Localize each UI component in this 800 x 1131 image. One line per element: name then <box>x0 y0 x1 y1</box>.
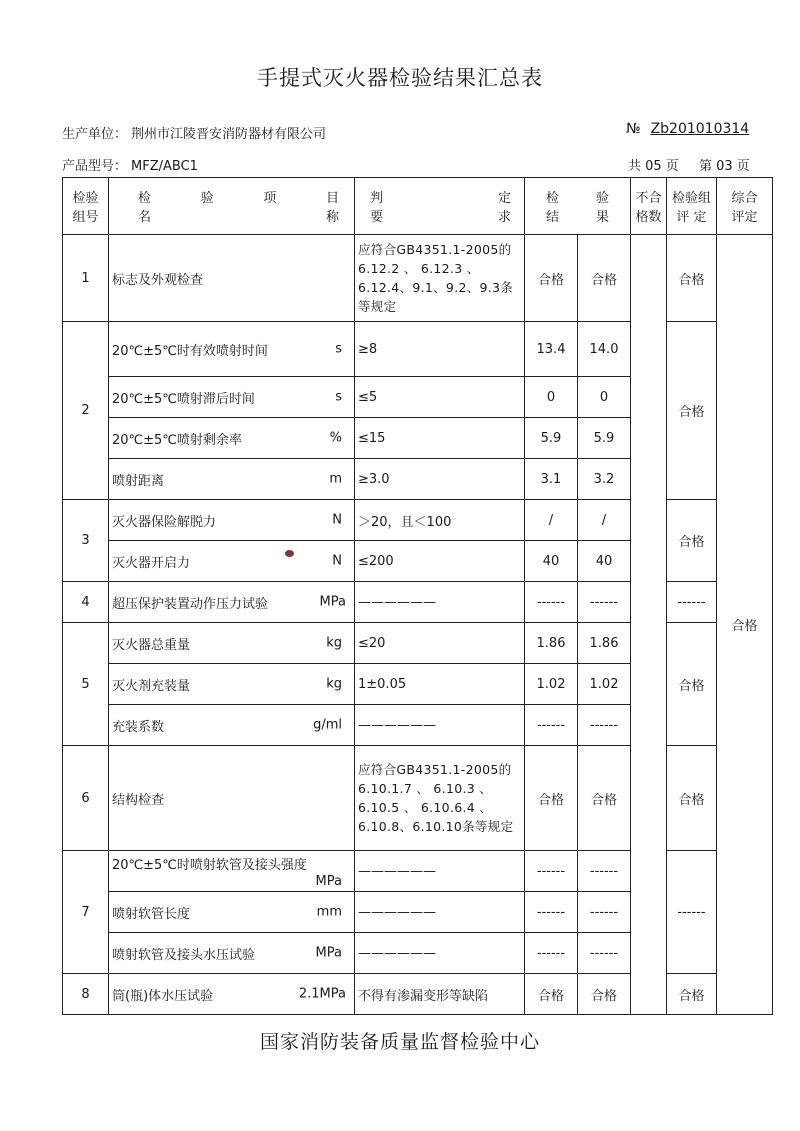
item-unit: MPa <box>319 594 346 610</box>
item-unit: m <box>329 471 342 487</box>
item-name-cell <box>109 705 355 746</box>
result-1: 1.02 <box>525 664 578 705</box>
result-1: 0 <box>525 377 578 418</box>
issuer-footer: 国家消防装备质量监督检验中心 <box>259 1031 540 1053</box>
result-1: 合格 <box>525 974 578 1015</box>
item-unit: s <box>335 341 342 357</box>
requirement-cell: ≤200 <box>355 541 525 582</box>
group-evaluation: 合格 <box>667 235 717 322</box>
item-name: 喷射距离 <box>112 473 165 489</box>
item-name: 灭火器总重量 <box>112 637 191 653</box>
table-row <box>63 582 773 623</box>
table-row <box>63 322 773 377</box>
report-number-value: Zb201010314 <box>650 121 750 137</box>
header-row <box>63 178 773 235</box>
requirement-cell: ≤15 <box>355 418 525 459</box>
item-name-cell <box>109 500 355 541</box>
result-1: 合格 <box>525 235 578 322</box>
header-fail-line1: 不合 <box>635 191 662 206</box>
item-unit: N <box>332 553 342 569</box>
item-name: 喷射软管长度 <box>112 906 191 922</box>
result-2: 1.86 <box>578 623 631 664</box>
result-2: ------ <box>578 933 631 974</box>
requirement-cell: —————— <box>355 705 525 746</box>
item-unit: 2.1MPa <box>298 986 346 1002</box>
item-name: 灭火器保险解脱力 <box>112 514 217 530</box>
result-1: 合格 <box>525 746 578 851</box>
item-name-cell <box>109 623 355 664</box>
item-name: 20℃±5℃喷射剩余率 <box>112 432 242 448</box>
header-res-char: 检 <box>546 191 560 206</box>
result-1: ------ <box>525 851 578 892</box>
result-1: 13.4 <box>525 322 578 377</box>
group-number: 3 <box>63 500 109 582</box>
model-label: 产品型号： <box>62 159 128 174</box>
item-name-cell <box>109 541 355 582</box>
result-1: ------ <box>525 705 578 746</box>
result-1: 3.1 <box>525 459 578 500</box>
item-name: 20℃±5℃时有效喷射时间 <box>112 343 268 359</box>
requirement-cell: 不得有渗漏变形等缺陷 <box>355 974 525 1015</box>
header-overall-line2: 评定 <box>731 210 758 225</box>
requirement-cell: ≥3.0 <box>355 459 525 500</box>
header-group-eval-line2: 评 定 <box>676 210 707 225</box>
item-name-cell <box>109 892 355 933</box>
group-number: 6 <box>63 746 109 851</box>
header-group-no-line2: 组号 <box>72 210 99 225</box>
item-name: 筒(瓶)体水压试验 <box>112 988 214 1004</box>
table-row <box>63 235 773 322</box>
result-1: / <box>525 500 578 541</box>
header-item-char: 名 <box>138 210 152 225</box>
report-number <box>626 121 749 137</box>
requirement-cell: 应符合GB4351.1-2005的6.10.1.7 、 6.10.3 、6.10.5 、 6.10.6.4 、6.10.8、6.10.10条等规定 <box>355 746 525 851</box>
requirement-cell: ≤5 <box>355 377 525 418</box>
header-group-eval <box>667 178 717 235</box>
table-row <box>63 974 773 1015</box>
header-fail-count <box>631 178 667 235</box>
item-unit: g/ml <box>313 717 342 733</box>
result-2: ------ <box>578 705 631 746</box>
header-group-no <box>63 178 109 235</box>
group-evaluation: 合格 <box>667 746 717 851</box>
item-unit: MPa <box>315 874 342 889</box>
producer-value: 荆州市江陵晋安消防器材有限公司 <box>131 127 327 142</box>
table-row <box>63 746 773 851</box>
item-unit: N <box>332 512 342 528</box>
result-2: 3.2 <box>578 459 631 500</box>
result-2: 合格 <box>578 974 631 1015</box>
item-name-cell <box>109 974 355 1015</box>
item-name: 喷射软管及接头水压试验 <box>112 947 256 963</box>
result-1: 5.9 <box>525 418 578 459</box>
result-1: 40 <box>525 541 578 582</box>
item-unit: kg <box>326 635 342 651</box>
producer-label: 生产单位： <box>62 127 128 142</box>
header-res-char: 验 <box>595 191 609 206</box>
header-group-no-line1: 检验 <box>72 191 99 206</box>
group-number: 4 <box>63 582 109 623</box>
result-1: ------ <box>525 933 578 974</box>
item-name-cell <box>109 459 355 500</box>
header-req-char: 要 <box>370 210 384 225</box>
header-req-char: 求 <box>497 210 511 225</box>
header-overall-line1: 综合 <box>731 191 758 206</box>
item-name: 超压保护装置动作压力试验 <box>112 596 269 612</box>
header-res-char: 结 <box>546 210 560 225</box>
result-2: 合格 <box>578 235 631 322</box>
header-group-eval-line1: 检验组 <box>671 191 711 206</box>
header-fail-line2: 格数 <box>635 210 662 225</box>
result-2: 5.9 <box>578 418 631 459</box>
requirement-cell: ≥8 <box>355 322 525 377</box>
group-evaluation: 合格 <box>667 623 717 746</box>
results-table-container <box>62 177 773 1015</box>
group-number: 2 <box>63 322 109 500</box>
item-name: 20℃±5℃喷射滞后时间 <box>112 391 255 407</box>
header-item-char: 验 <box>200 191 214 206</box>
item-name: 结构检查 <box>112 792 165 808</box>
group-number: 5 <box>63 623 109 746</box>
header-overall-eval <box>717 178 773 235</box>
page-info <box>628 155 750 174</box>
report-number-label: № <box>626 121 641 137</box>
requirement-cell: ＞20，且＜100 <box>355 500 525 541</box>
table-row <box>63 500 773 541</box>
group-evaluation: ------ <box>667 582 717 623</box>
fail-count-cell <box>631 235 667 1015</box>
table-row <box>63 623 773 664</box>
item-unit: mm <box>316 904 342 920</box>
result-2: 合格 <box>578 746 631 851</box>
item-name: 灭火器开启力 <box>112 555 191 571</box>
item-name-cell <box>109 746 355 851</box>
result-2: ------ <box>578 892 631 933</box>
requirement-cell: —————— <box>355 851 525 892</box>
header-res-char: 果 <box>595 210 609 225</box>
model-line <box>62 155 198 174</box>
page-total: 共 05 页 <box>628 159 679 174</box>
group-number: 8 <box>63 974 109 1015</box>
item-name-cell <box>109 933 355 974</box>
header-item-char: 目 <box>325 191 339 206</box>
item-name-cell <box>109 322 355 377</box>
result-2: / <box>578 500 631 541</box>
page-current: 第 03 页 <box>698 159 750 174</box>
item-name-cell <box>109 664 355 705</box>
header-req-char: 判 <box>370 191 384 206</box>
group-evaluation: 合格 <box>667 974 717 1015</box>
producer-line <box>62 123 326 142</box>
item-unit: s <box>335 389 342 405</box>
result-2: 40 <box>578 541 631 582</box>
result-1: 1.86 <box>525 623 578 664</box>
result-1: ------ <box>525 892 578 933</box>
result-1: ------ <box>525 582 578 623</box>
header-result <box>525 178 631 235</box>
requirement-cell: 1±0.05 <box>355 664 525 705</box>
requirement-cell: —————— <box>355 933 525 974</box>
item-unit: MPa <box>315 945 342 961</box>
group-evaluation: 合格 <box>667 500 717 582</box>
requirement-cell: 应符合GB4351.1-2005的6.12.2 、 6.12.3 、6.12.4、9.1、9.2、9.3条等规定 <box>355 235 525 322</box>
group-number: 1 <box>63 235 109 322</box>
result-2: 1.02 <box>578 664 631 705</box>
item-name-cell <box>109 582 355 623</box>
requirement-cell: —————— <box>355 892 525 933</box>
item-name-cell <box>109 377 355 418</box>
header-requirement <box>355 178 525 235</box>
item-name-cell <box>109 418 355 459</box>
item-name: 标志及外观检查 <box>112 272 204 288</box>
header-item-char: 检 <box>138 191 152 206</box>
item-unit: % <box>329 430 342 446</box>
group-number: 7 <box>63 851 109 974</box>
item-name: 充装系数 <box>112 719 165 735</box>
item-unit: kg <box>326 676 342 692</box>
group-evaluation: ------ <box>667 851 717 974</box>
overall-evaluation: 合格 <box>717 235 773 1015</box>
header-item-name <box>109 178 355 235</box>
result-2: 0 <box>578 377 631 418</box>
result-2: 14.0 <box>578 322 631 377</box>
item-name-cell <box>109 851 355 892</box>
requirement-cell: —————— <box>355 582 525 623</box>
result-2: ------ <box>578 582 631 623</box>
group-evaluation: 合格 <box>667 322 717 500</box>
model-value: MFZ/ABC1 <box>131 159 198 174</box>
results-table <box>62 177 773 1015</box>
header-item-char: 称 <box>325 210 339 225</box>
document-title: 手提式灭火器检验结果汇总表 <box>257 66 543 90</box>
item-name: 20℃±5℃时喷射软管及接头强度 <box>112 858 307 873</box>
ink-mark <box>285 550 294 557</box>
item-name-cell <box>109 235 355 322</box>
header-item-char: 项 <box>263 191 277 206</box>
result-2: ------ <box>578 851 631 892</box>
table-row <box>63 851 773 892</box>
item-name: 灭火剂充装量 <box>112 678 191 694</box>
header-req-char: 定 <box>497 191 511 206</box>
requirement-cell: ≤20 <box>355 623 525 664</box>
